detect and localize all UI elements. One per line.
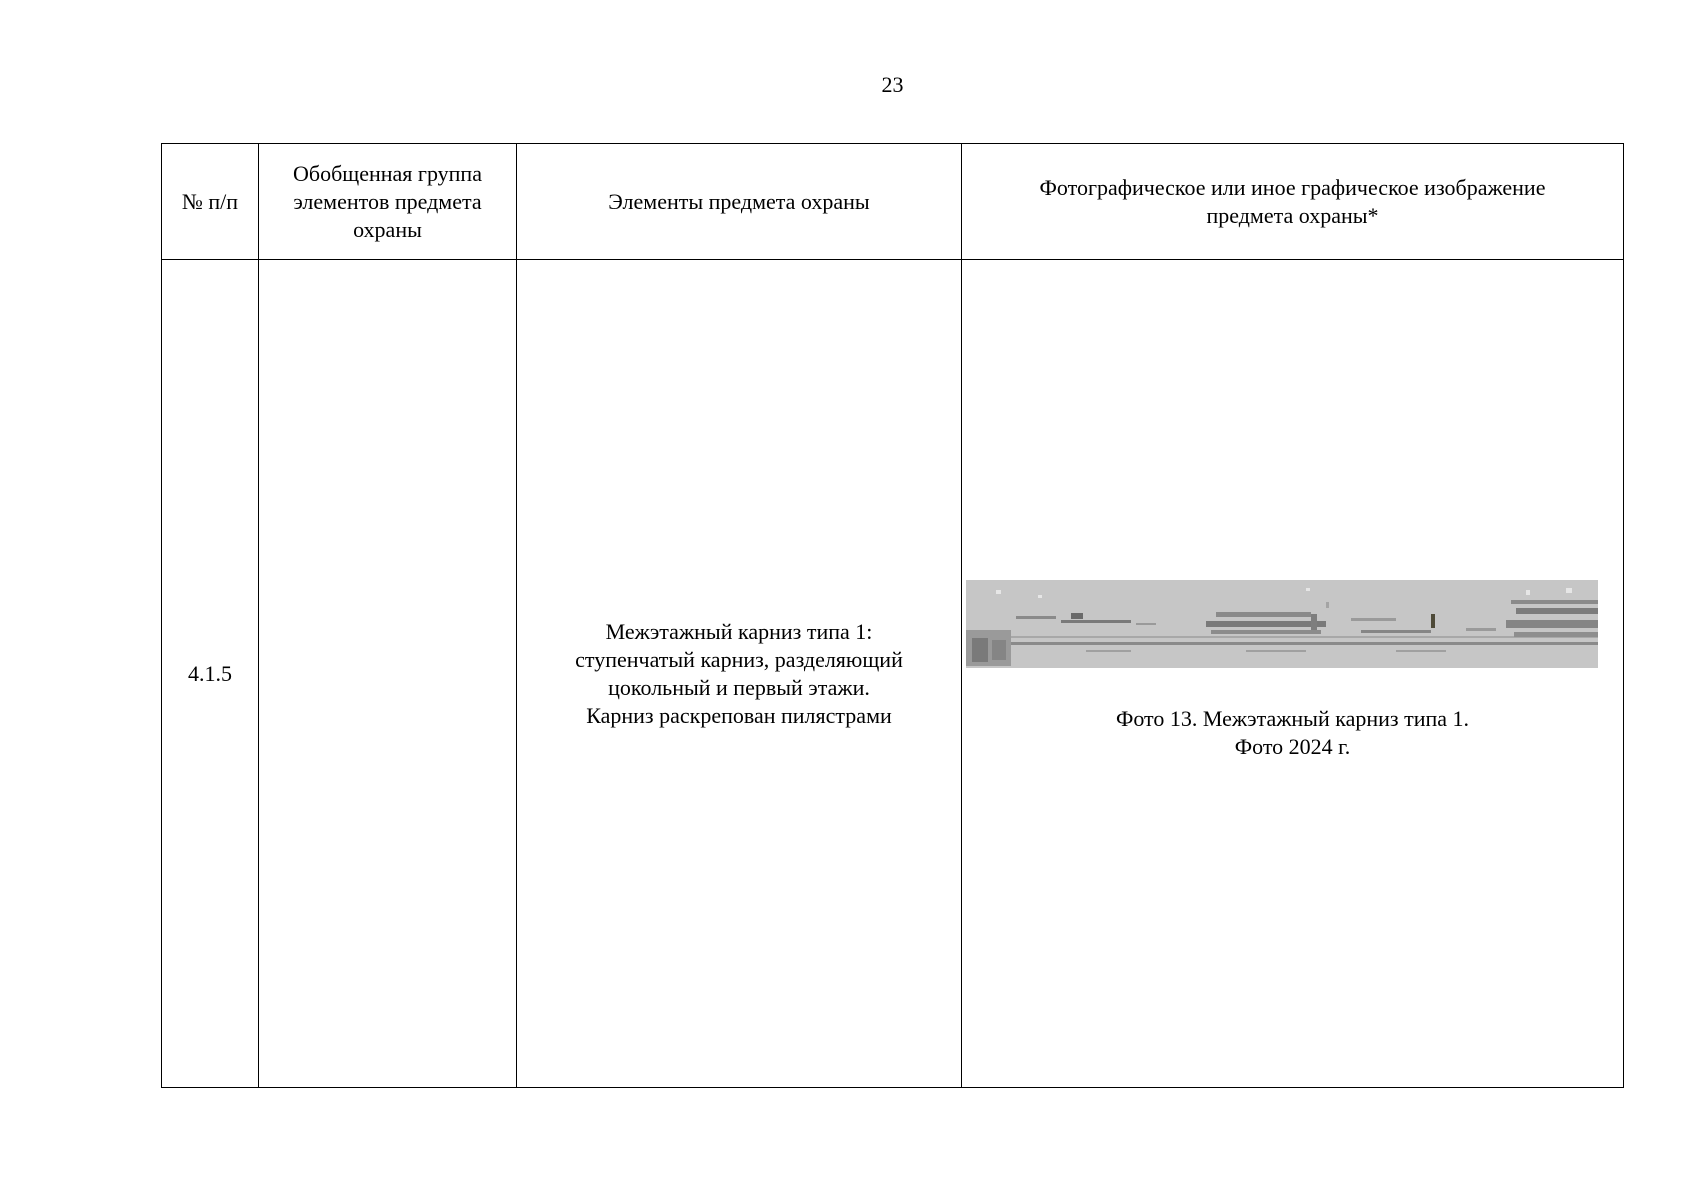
protection-table	[161, 143, 1624, 1088]
page-number: 23	[881, 72, 904, 97]
row-number: 4.1.5	[162, 260, 259, 1088]
header-group: Обобщенная группа элементов предмета охраны	[259, 144, 517, 260]
header-image: Фотографическое или иное графическое изображение предмета охраны*	[962, 144, 1624, 260]
cornice-photo	[966, 580, 1598, 668]
header-number: № п/п	[162, 144, 259, 260]
photo-caption: Фото 13. Межэтажный карниз типа 1. Фото 2024 г.	[1115, 706, 1470, 759]
header-elements: Элементы предмета охраны	[517, 144, 962, 260]
table-row	[162, 260, 1624, 1088]
row-group	[259, 260, 517, 1088]
row-image	[962, 260, 1624, 1088]
row-elements: Межэтажный карниз типа 1: ступенчатый карниз, разделяющий цокольный и первый этажи. Карниз раскрепован пилястрами	[517, 260, 962, 1088]
table-header-row	[162, 144, 1624, 260]
